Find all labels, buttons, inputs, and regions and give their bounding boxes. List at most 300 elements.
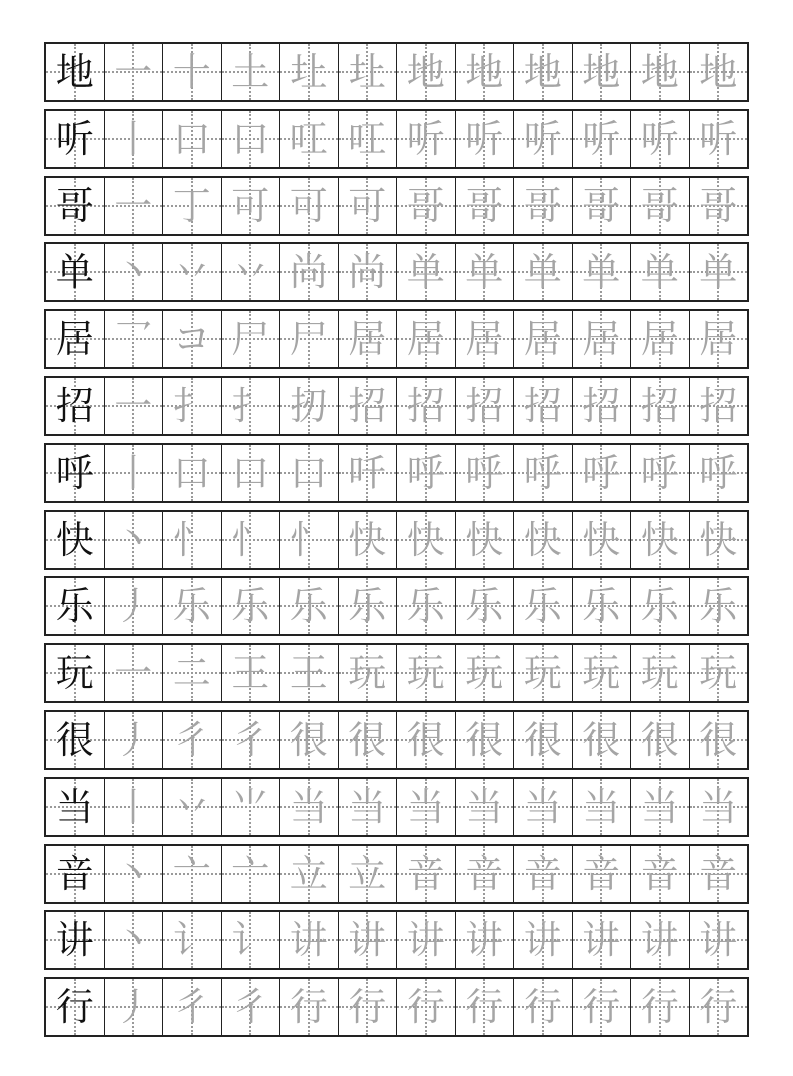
stroke-order-cell (689, 712, 748, 768)
stroke-order-cell (338, 244, 397, 300)
stroke-order-cell (104, 979, 163, 1035)
stroke-step-glyph: 忄 (289, 517, 328, 562)
stroke-order-cell (279, 44, 338, 100)
model-character-cell (46, 111, 104, 167)
stroke-step-glyph: 乐 (172, 584, 211, 629)
stroke-order-cell (689, 178, 748, 234)
stroke-step-glyph: 当 (465, 784, 504, 829)
stroke-step-glyph: 当 (523, 784, 562, 829)
stroke-step-glyph: 行 (289, 985, 328, 1030)
stroke-order-cell (104, 578, 163, 634)
stroke-step-glyph: 听 (523, 116, 562, 161)
stroke-step-glyph: 呼 (640, 450, 679, 495)
stroke-step-glyph: 单 (582, 250, 621, 295)
stroke-order-cell (396, 578, 455, 634)
stroke-step-glyph: 单 (699, 250, 738, 295)
stroke-step-glyph: 当 (699, 784, 738, 829)
stroke-step-glyph: 居 (348, 317, 387, 362)
stroke-order-cell (689, 578, 748, 634)
stroke-step-glyph: 招 (406, 383, 445, 428)
stroke-step-glyph: 地 (406, 50, 445, 94)
stroke-step-glyph: 扌 (172, 383, 211, 428)
stroke-step-glyph: 单 (465, 250, 504, 295)
stroke-order-cell (162, 578, 221, 634)
stroke-step-glyph: 行 (582, 985, 621, 1030)
stroke-order-cell (279, 979, 338, 1035)
stroke-order-cell (338, 979, 397, 1035)
stroke-step-glyph: 讠 (231, 918, 270, 963)
stroke-step-glyph: 亠 (231, 851, 270, 896)
stroke-order-cell (396, 44, 455, 100)
stroke-step-glyph: 可 (231, 183, 270, 228)
stroke-step-glyph: 乐 (406, 584, 445, 629)
model-character: 快 (55, 517, 94, 562)
practice-row (44, 977, 749, 1037)
model-character: 音 (55, 851, 94, 896)
stroke-order-cell (162, 912, 221, 968)
stroke-step-glyph: 玩 (523, 651, 562, 696)
stroke-order-cell (104, 712, 163, 768)
stroke-step-glyph: 居 (523, 317, 562, 362)
practice-row (44, 576, 749, 636)
stroke-step-glyph: 很 (699, 717, 738, 762)
stroke-step-glyph: 丶 (114, 517, 153, 562)
stroke-order-cell (572, 779, 631, 835)
stroke-order-cell (162, 712, 221, 768)
stroke-step-glyph: 很 (289, 717, 328, 762)
stroke-step-glyph: 单 (640, 250, 679, 295)
stroke-step-glyph: 单 (406, 250, 445, 295)
stroke-step-glyph: 很 (640, 717, 679, 762)
stroke-order-cell (221, 979, 280, 1035)
stroke-step-glyph: 快 (465, 517, 504, 562)
stroke-order-cell (689, 311, 748, 367)
stroke-step-glyph: 尚 (289, 250, 328, 295)
stroke-step-glyph: 地 (640, 50, 679, 94)
stroke-order-cell (572, 311, 631, 367)
stroke-order-cell (162, 311, 221, 367)
stroke-order-cell (630, 378, 689, 434)
stroke-step-glyph: 彳 (231, 985, 270, 1030)
stroke-step-glyph: 圵 (289, 50, 328, 94)
stroke-step-glyph: 行 (465, 985, 504, 1030)
stroke-order-cell (396, 979, 455, 1035)
stroke-step-glyph: 快 (523, 517, 562, 562)
stroke-order-cell (338, 712, 397, 768)
stroke-step-glyph: 快 (699, 517, 738, 562)
stroke-order-cell (162, 846, 221, 902)
stroke-step-glyph: 口 (231, 450, 270, 495)
stroke-order-cell (630, 311, 689, 367)
stroke-order-cell (221, 846, 280, 902)
stroke-order-cell (162, 645, 221, 701)
stroke-step-glyph: 一 (114, 183, 153, 228)
stroke-step-glyph: 很 (348, 717, 387, 762)
stroke-order-cell (279, 378, 338, 434)
stroke-step-glyph: 听 (699, 116, 738, 161)
stroke-step-glyph: 哥 (406, 183, 445, 228)
stroke-step-glyph: 招 (348, 383, 387, 428)
stroke-step-glyph: 快 (640, 517, 679, 562)
stroke-step-glyph: 单 (523, 250, 562, 295)
stroke-order-cell (162, 779, 221, 835)
stroke-step-glyph: 很 (523, 717, 562, 762)
model-character: 玩 (55, 651, 94, 696)
model-character: 行 (55, 985, 94, 1030)
stroke-step-glyph: 哥 (640, 183, 679, 228)
model-character: 乐 (55, 584, 94, 629)
stroke-order-cell (396, 712, 455, 768)
stroke-order-cell (630, 178, 689, 234)
stroke-step-glyph: 当 (640, 784, 679, 829)
stroke-order-cell (279, 846, 338, 902)
stroke-step-glyph: 口 (289, 450, 328, 495)
stroke-order-cell (104, 512, 163, 568)
stroke-order-cell (455, 445, 514, 501)
stroke-order-cell (572, 846, 631, 902)
stroke-step-glyph: 当 (582, 784, 621, 829)
practice-row (44, 643, 749, 703)
stroke-order-cell (221, 578, 280, 634)
stroke-step-glyph: 讲 (640, 918, 679, 963)
stroke-order-cell (221, 445, 280, 501)
stroke-order-cell (513, 512, 572, 568)
stroke-step-glyph: 丶 (114, 918, 153, 963)
stroke-order-cell (630, 712, 689, 768)
practice-row (44, 309, 749, 369)
stroke-step-glyph: 乐 (231, 584, 270, 629)
stroke-order-cell (455, 912, 514, 968)
stroke-step-glyph: 当 (406, 784, 445, 829)
model-character: 招 (55, 383, 94, 428)
stroke-order-cell (455, 846, 514, 902)
stroke-order-cell (221, 512, 280, 568)
stroke-order-cell (104, 445, 163, 501)
stroke-order-cell (396, 378, 455, 434)
stroke-order-cell (455, 244, 514, 300)
stroke-order-cell (279, 311, 338, 367)
stroke-order-cell (513, 311, 572, 367)
stroke-order-cell (162, 512, 221, 568)
stroke-order-cell (104, 378, 163, 434)
stroke-order-cell (572, 378, 631, 434)
stroke-step-glyph: 行 (406, 985, 445, 1030)
practice-row (44, 777, 749, 837)
stroke-order-cell (572, 178, 631, 234)
stroke-step-glyph: 讲 (406, 918, 445, 963)
stroke-order-cell (396, 244, 455, 300)
stroke-step-glyph: 尸 (289, 317, 328, 362)
stroke-order-cell (513, 912, 572, 968)
stroke-order-cell (689, 111, 748, 167)
stroke-order-cell (279, 578, 338, 634)
stroke-step-glyph: 一 (114, 383, 153, 428)
stroke-step-glyph: 音 (523, 851, 562, 896)
stroke-step-glyph: 地 (465, 50, 504, 94)
practice-row (44, 176, 749, 236)
stroke-step-glyph: 土 (231, 50, 270, 94)
stroke-step-glyph: 忄 (172, 517, 211, 562)
stroke-step-glyph: 哥 (582, 183, 621, 228)
stroke-order-cell (338, 378, 397, 434)
stroke-order-cell (162, 244, 221, 300)
stroke-order-cell (396, 645, 455, 701)
stroke-order-cell (455, 645, 514, 701)
model-character-cell (46, 712, 104, 768)
practice-row (44, 242, 749, 302)
stroke-order-cell (630, 244, 689, 300)
stroke-step-glyph: 丿 (114, 584, 153, 629)
stroke-order-cell (513, 712, 572, 768)
stroke-order-cell (689, 912, 748, 968)
character-practice-sheet (44, 42, 749, 1044)
stroke-step-glyph: 乛 (114, 317, 153, 362)
stroke-step-glyph: 立 (289, 851, 328, 896)
stroke-step-glyph: 快 (348, 517, 387, 562)
stroke-order-cell (630, 912, 689, 968)
stroke-order-cell (689, 378, 748, 434)
stroke-order-cell (630, 44, 689, 100)
stroke-step-glyph: 快 (582, 517, 621, 562)
stroke-order-cell (630, 578, 689, 634)
stroke-order-cell (279, 512, 338, 568)
stroke-order-cell (455, 111, 514, 167)
stroke-order-cell (455, 311, 514, 367)
stroke-step-glyph: 圵 (348, 50, 387, 94)
stroke-step-glyph: 丷 (172, 250, 211, 295)
stroke-step-glyph: 叿 (348, 116, 387, 161)
stroke-order-cell (338, 311, 397, 367)
stroke-step-glyph: 玩 (640, 651, 679, 696)
stroke-step-glyph: 很 (582, 717, 621, 762)
stroke-order-cell (455, 44, 514, 100)
stroke-order-cell (221, 44, 280, 100)
model-character-cell (46, 244, 104, 300)
stroke-step-glyph: 讲 (699, 918, 738, 963)
stroke-order-cell (455, 178, 514, 234)
stroke-order-cell (338, 846, 397, 902)
stroke-step-glyph: 讲 (523, 918, 562, 963)
stroke-order-cell (162, 44, 221, 100)
stroke-step-glyph: 居 (465, 317, 504, 362)
stroke-order-cell (513, 244, 572, 300)
stroke-order-cell (630, 979, 689, 1035)
stroke-step-glyph: 乐 (348, 584, 387, 629)
model-character-cell (46, 311, 104, 367)
model-character-cell (46, 512, 104, 568)
stroke-order-cell (338, 111, 397, 167)
stroke-step-glyph: 一 (114, 50, 153, 94)
stroke-order-cell (689, 512, 748, 568)
stroke-step-glyph: 丷 (231, 250, 270, 295)
stroke-order-cell (455, 779, 514, 835)
stroke-step-glyph: 口 (231, 116, 270, 161)
stroke-step-glyph: 呼 (699, 450, 738, 495)
stroke-step-glyph: 地 (523, 50, 562, 94)
stroke-order-cell (572, 712, 631, 768)
stroke-order-cell (396, 779, 455, 835)
stroke-order-cell (572, 244, 631, 300)
model-character: 单 (55, 250, 94, 295)
practice-row (44, 910, 749, 970)
stroke-step-glyph: 讠 (172, 918, 211, 963)
stroke-order-cell (221, 712, 280, 768)
stroke-step-glyph: 玩 (406, 651, 445, 696)
stroke-step-glyph: 乐 (640, 584, 679, 629)
stroke-order-cell (104, 111, 163, 167)
stroke-order-cell (162, 445, 221, 501)
stroke-step-glyph: 亠 (172, 851, 211, 896)
stroke-order-cell (630, 846, 689, 902)
stroke-step-glyph: 口 (172, 450, 211, 495)
stroke-step-glyph: 听 (640, 116, 679, 161)
stroke-step-glyph: 乐 (699, 584, 738, 629)
stroke-order-cell (513, 645, 572, 701)
stroke-order-cell (572, 979, 631, 1035)
stroke-order-cell (162, 378, 221, 434)
stroke-step-glyph: 居 (640, 317, 679, 362)
stroke-order-cell (689, 979, 748, 1035)
practice-row (44, 42, 749, 102)
stroke-order-cell (572, 111, 631, 167)
stroke-step-glyph: 音 (406, 851, 445, 896)
practice-row (44, 510, 749, 570)
stroke-order-cell (221, 912, 280, 968)
stroke-step-glyph: 当 (348, 784, 387, 829)
stroke-order-cell (221, 645, 280, 701)
stroke-order-cell (279, 645, 338, 701)
stroke-step-glyph: 玩 (465, 651, 504, 696)
stroke-order-cell (104, 846, 163, 902)
model-character-cell (46, 979, 104, 1035)
stroke-step-glyph: 讲 (289, 918, 328, 963)
stroke-order-cell (396, 111, 455, 167)
stroke-step-glyph: 很 (406, 717, 445, 762)
stroke-order-cell (513, 779, 572, 835)
stroke-order-cell (221, 378, 280, 434)
model-character: 呼 (55, 450, 94, 495)
stroke-step-glyph: 彳 (172, 985, 211, 1030)
stroke-step-glyph: 行 (699, 985, 738, 1030)
stroke-order-cell (338, 779, 397, 835)
practice-row (44, 710, 749, 770)
stroke-order-cell (513, 445, 572, 501)
stroke-step-glyph: 乐 (582, 584, 621, 629)
stroke-step-glyph: 乐 (289, 584, 328, 629)
stroke-order-cell (572, 512, 631, 568)
stroke-step-glyph: 呼 (465, 450, 504, 495)
stroke-step-glyph: 丿 (114, 717, 153, 762)
stroke-order-cell (689, 846, 748, 902)
stroke-order-cell (104, 779, 163, 835)
stroke-step-glyph: 行 (640, 985, 679, 1030)
model-character-cell (46, 779, 104, 835)
stroke-order-cell (689, 645, 748, 701)
stroke-step-glyph: 哥 (699, 183, 738, 228)
stroke-order-cell (630, 111, 689, 167)
stroke-step-glyph: 招 (523, 383, 562, 428)
stroke-step-glyph: 听 (406, 116, 445, 161)
stroke-step-glyph: 讲 (582, 918, 621, 963)
stroke-step-glyph: 音 (699, 851, 738, 896)
practice-row (44, 109, 749, 169)
stroke-order-cell (513, 111, 572, 167)
stroke-order-cell (455, 979, 514, 1035)
model-character-cell (46, 846, 104, 902)
stroke-order-cell (513, 378, 572, 434)
practice-row (44, 443, 749, 503)
stroke-step-glyph: 二 (172, 651, 211, 696)
stroke-step-glyph: 乐 (465, 584, 504, 629)
stroke-step-glyph: 玩 (699, 651, 738, 696)
model-character-cell (46, 912, 104, 968)
stroke-step-glyph: 招 (465, 383, 504, 428)
stroke-step-glyph: 可 (348, 183, 387, 228)
stroke-order-cell (455, 712, 514, 768)
model-character-cell (46, 44, 104, 100)
stroke-step-glyph: 可 (289, 183, 328, 228)
stroke-order-cell (338, 512, 397, 568)
stroke-step-glyph: 居 (582, 317, 621, 362)
stroke-step-glyph: 丶 (114, 250, 153, 295)
stroke-step-glyph: 丿 (114, 985, 153, 1030)
stroke-order-cell (513, 44, 572, 100)
model-character-cell (46, 578, 104, 634)
model-character: 当 (55, 784, 94, 829)
stroke-order-cell (279, 244, 338, 300)
stroke-step-glyph: 听 (582, 116, 621, 161)
stroke-order-cell (104, 244, 163, 300)
stroke-order-cell (396, 846, 455, 902)
stroke-step-glyph: 尸 (231, 317, 270, 362)
stroke-step-glyph: 立 (348, 851, 387, 896)
stroke-step-glyph: 乐 (523, 584, 562, 629)
stroke-order-cell (279, 712, 338, 768)
model-character-cell (46, 378, 104, 434)
model-character: 听 (55, 116, 94, 161)
stroke-order-cell (572, 645, 631, 701)
stroke-step-glyph: 扌 (231, 383, 270, 428)
stroke-step-glyph: 玩 (582, 651, 621, 696)
stroke-order-cell (338, 445, 397, 501)
stroke-step-glyph: 一 (114, 651, 153, 696)
stroke-order-cell (630, 445, 689, 501)
stroke-step-glyph: 地 (699, 50, 738, 94)
stroke-order-cell (221, 244, 280, 300)
stroke-order-cell (221, 311, 280, 367)
stroke-order-cell (396, 445, 455, 501)
stroke-step-glyph: 彳 (172, 717, 211, 762)
stroke-step-glyph: 很 (465, 717, 504, 762)
stroke-step-glyph: 招 (640, 383, 679, 428)
stroke-order-cell (279, 178, 338, 234)
stroke-step-glyph: 丶 (114, 851, 153, 896)
model-character: 地 (55, 50, 94, 94)
stroke-order-cell (104, 912, 163, 968)
stroke-order-cell (572, 912, 631, 968)
stroke-step-glyph: ⺌ (231, 784, 270, 829)
stroke-step-glyph: 招 (582, 383, 621, 428)
stroke-order-cell (396, 311, 455, 367)
stroke-order-cell (279, 779, 338, 835)
stroke-order-cell (221, 111, 280, 167)
stroke-step-glyph: 丨 (114, 116, 153, 161)
stroke-step-glyph: 听 (465, 116, 504, 161)
stroke-order-cell (279, 912, 338, 968)
stroke-step-glyph: 地 (582, 50, 621, 94)
stroke-order-cell (689, 445, 748, 501)
stroke-order-cell (396, 912, 455, 968)
